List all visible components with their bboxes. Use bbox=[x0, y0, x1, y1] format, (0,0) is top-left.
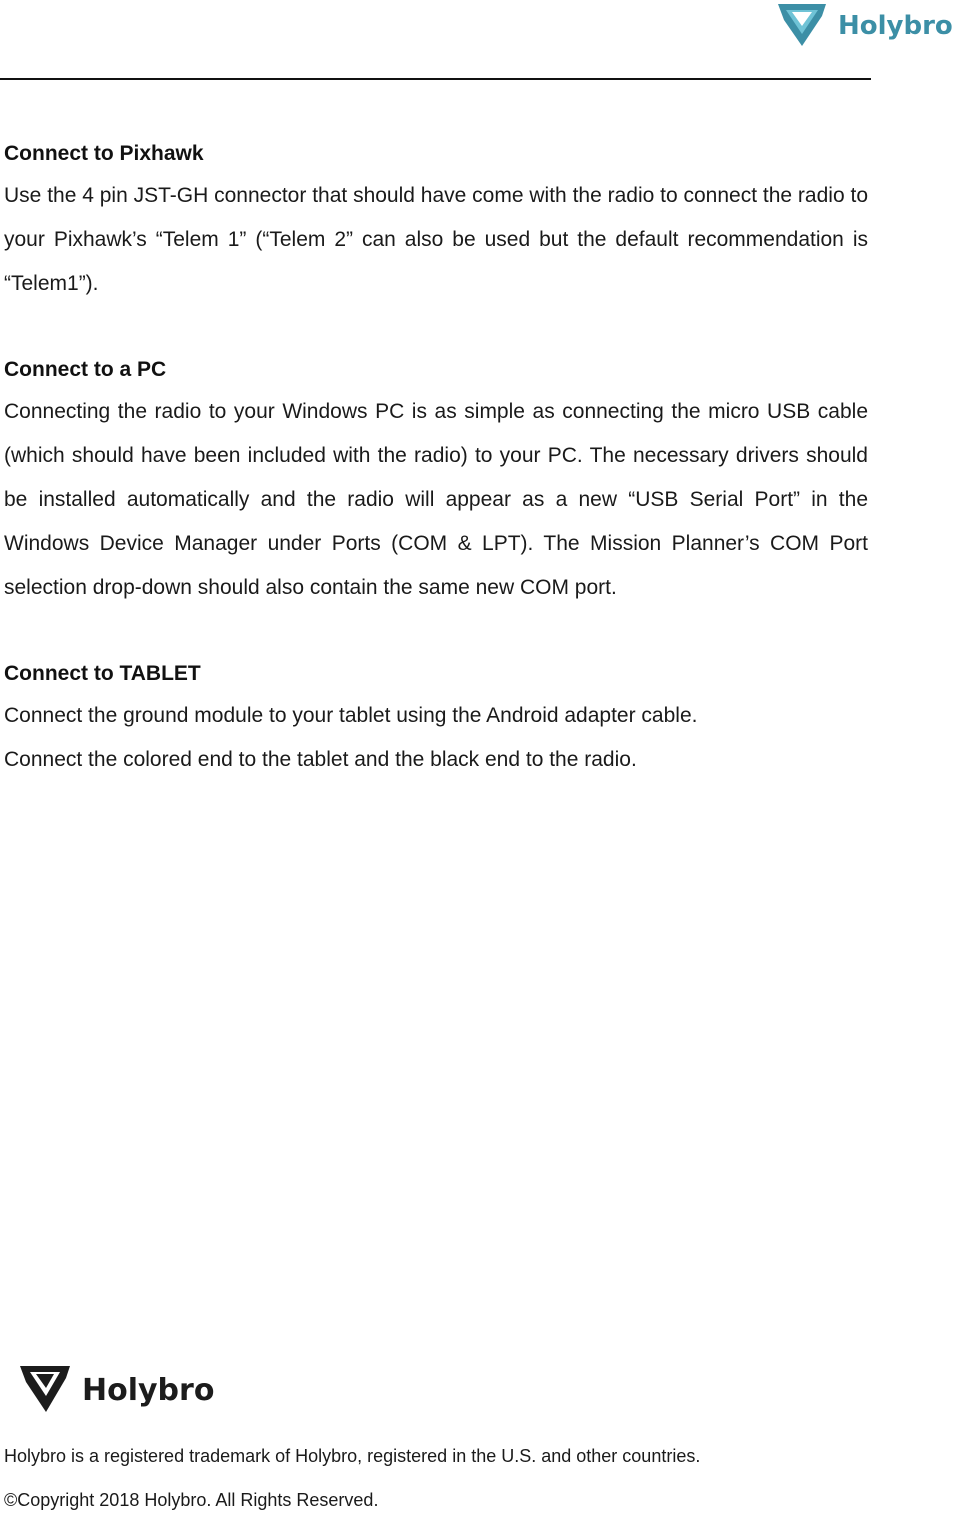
footer-logo bbox=[18, 1360, 246, 1416]
section-title: Connect to TABLET bbox=[4, 662, 201, 685]
section-title: Connect to a PC bbox=[4, 358, 167, 381]
section-title: Connect to Pixhawk bbox=[4, 142, 204, 165]
svg-text:Holybro: Holybro bbox=[838, 11, 953, 41]
holybro-logo-icon bbox=[768, 0, 976, 52]
section-connect-pc bbox=[4, 350, 868, 610]
section-paragraph: Connect the ground module to your tablet using the Android adapter cable. bbox=[4, 704, 698, 727]
document-body bbox=[4, 134, 868, 826]
section-paragraph: Connecting the radio to your Windows PC is as simple as connecting the micro USB cable (which should have been included with the radio) to your PC. The necessary drivers should be installed automatically and the radio will appear as a new “USB Serial Port” in the Windows Device Manager under Ports (COM & LPT). The Mission Planner’s COM Port selection drop-down should also contain the same new COM port. bbox=[4, 400, 868, 599]
svg-text:Holybro: Holybro bbox=[82, 1373, 215, 1408]
holybro-logo-icon bbox=[18, 1360, 246, 1416]
header-divider bbox=[0, 78, 871, 80]
section-paragraph: Use the 4 pin JST-GH connector that should have come with the radio to connect the radio to your Pixhawk’s “Telem 1” (“Telem 2” can also be used but the default recommendation is “Telem1”). bbox=[4, 184, 868, 295]
section-connect-tablet bbox=[4, 654, 868, 782]
trademark-notice: Holybro is a registered trademark of Holybro, registered in the U.S. and other countries. bbox=[4, 1446, 701, 1466]
section-paragraph: Connect the colored end to the tablet and the black end to the radio. bbox=[4, 748, 637, 771]
copyright-notice: ©Copyright 2018 Holybro. All Rights Reserved. bbox=[4, 1490, 379, 1510]
header-logo bbox=[768, 0, 976, 52]
section-connect-pixhawk bbox=[4, 134, 868, 306]
